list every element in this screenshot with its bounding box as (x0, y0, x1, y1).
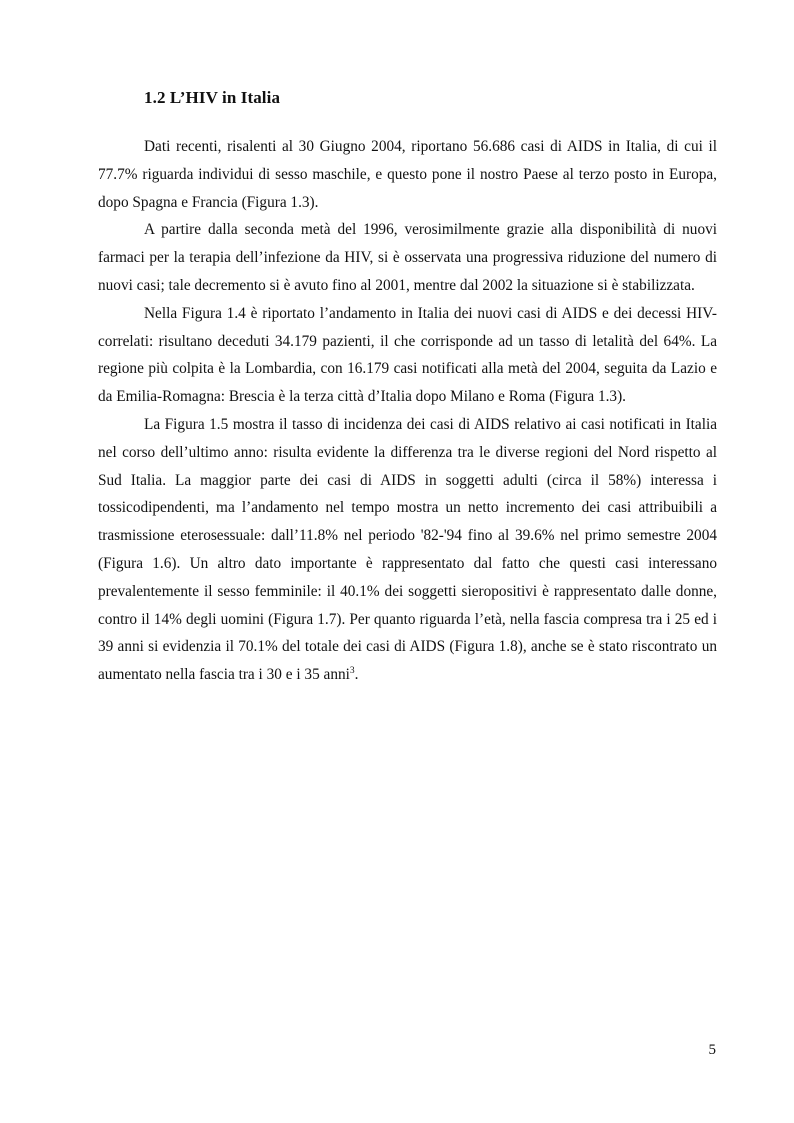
page-number: 5 (708, 1042, 716, 1058)
body-text (98, 133, 717, 689)
section-heading: 1.2 L’HIV in Italia (144, 88, 281, 107)
paragraph-4 (98, 411, 717, 689)
paragraph-3: Nella Figura 1.4 è riportato l’andamento in Italia dei nuovi casi di AIDS e dei decessi HIV-correlati: risultano deceduti 34.179 pazienti, il che corrisponde ad un tasso di letalità del 64%. La regione più colpita è la Lombardia, con 16.179 casi notificati alla metà del 2004, seguita da Lazio e da Emilia-Romagna: Brescia è la terza città d’Italia dopo Milano e Roma (Figura 1.3). (98, 304, 717, 406)
paragraph-4-text: La Figura 1.5 mostra il tasso di incidenza dei casi di AIDS relativo ai casi notificati in Italia nel corso dell’ultimo anno: risulta evidente la differenza tra le diverse regioni del Nord rispetto al Sud Italia. La maggior parte dei casi di AIDS in soggetti adulti (circa il 58%) interessa i tossicodipendenti, ma l’andamento nel tempo mostra un netto incremento dei casi attribuibili a trasmissione eterosessuale: dall’11.8% nel periodo '82-'94 fino al 39.6% nel primo semestre 2004 (Figura 1.6). Un altro dato importante è rappresentato dal fatto che questi casi interessano prevalentemente il sesso femminile: il 40.1% dei soggetti sieropositivi è rappresentato dalle donne, contro il 14% degli uomini (Figura 1.7). Per quanto riguarda l’età, nella fascia compresa tra i 25 ed i 39 anni si evidenzia il 70.1% del totale dei casi di AIDS (Figura 1.8), anche se è stato riscontrato un aumentato nella fascia tra i 30 e i 35 anni (98, 415, 717, 684)
paragraph-2: A partire dalla seconda metà del 1996, verosimilmente grazie alla disponibilità di nuovi farmaci per la terapia dell’infezione da HIV, si è osservata una progressiva riduzione del numero di nuovi casi; tale decremento si è avuto fino al 2001, mentre dal 2002 la situazione si è stabilizzata. (98, 221, 717, 294)
footnote-reference: 3 (349, 666, 355, 677)
paragraph-1: Dati recenti, risalenti al 30 Giugno 2004, riportano 56.686 casi di AIDS in Italia, di cui il 77.7% riguarda individui di sesso maschile, e questo pone il nostro Paese al terzo posto in Europa, dopo Spagna e Francia (Figura 1.3). (98, 138, 717, 211)
paragraph-4-end: . (354, 666, 359, 684)
